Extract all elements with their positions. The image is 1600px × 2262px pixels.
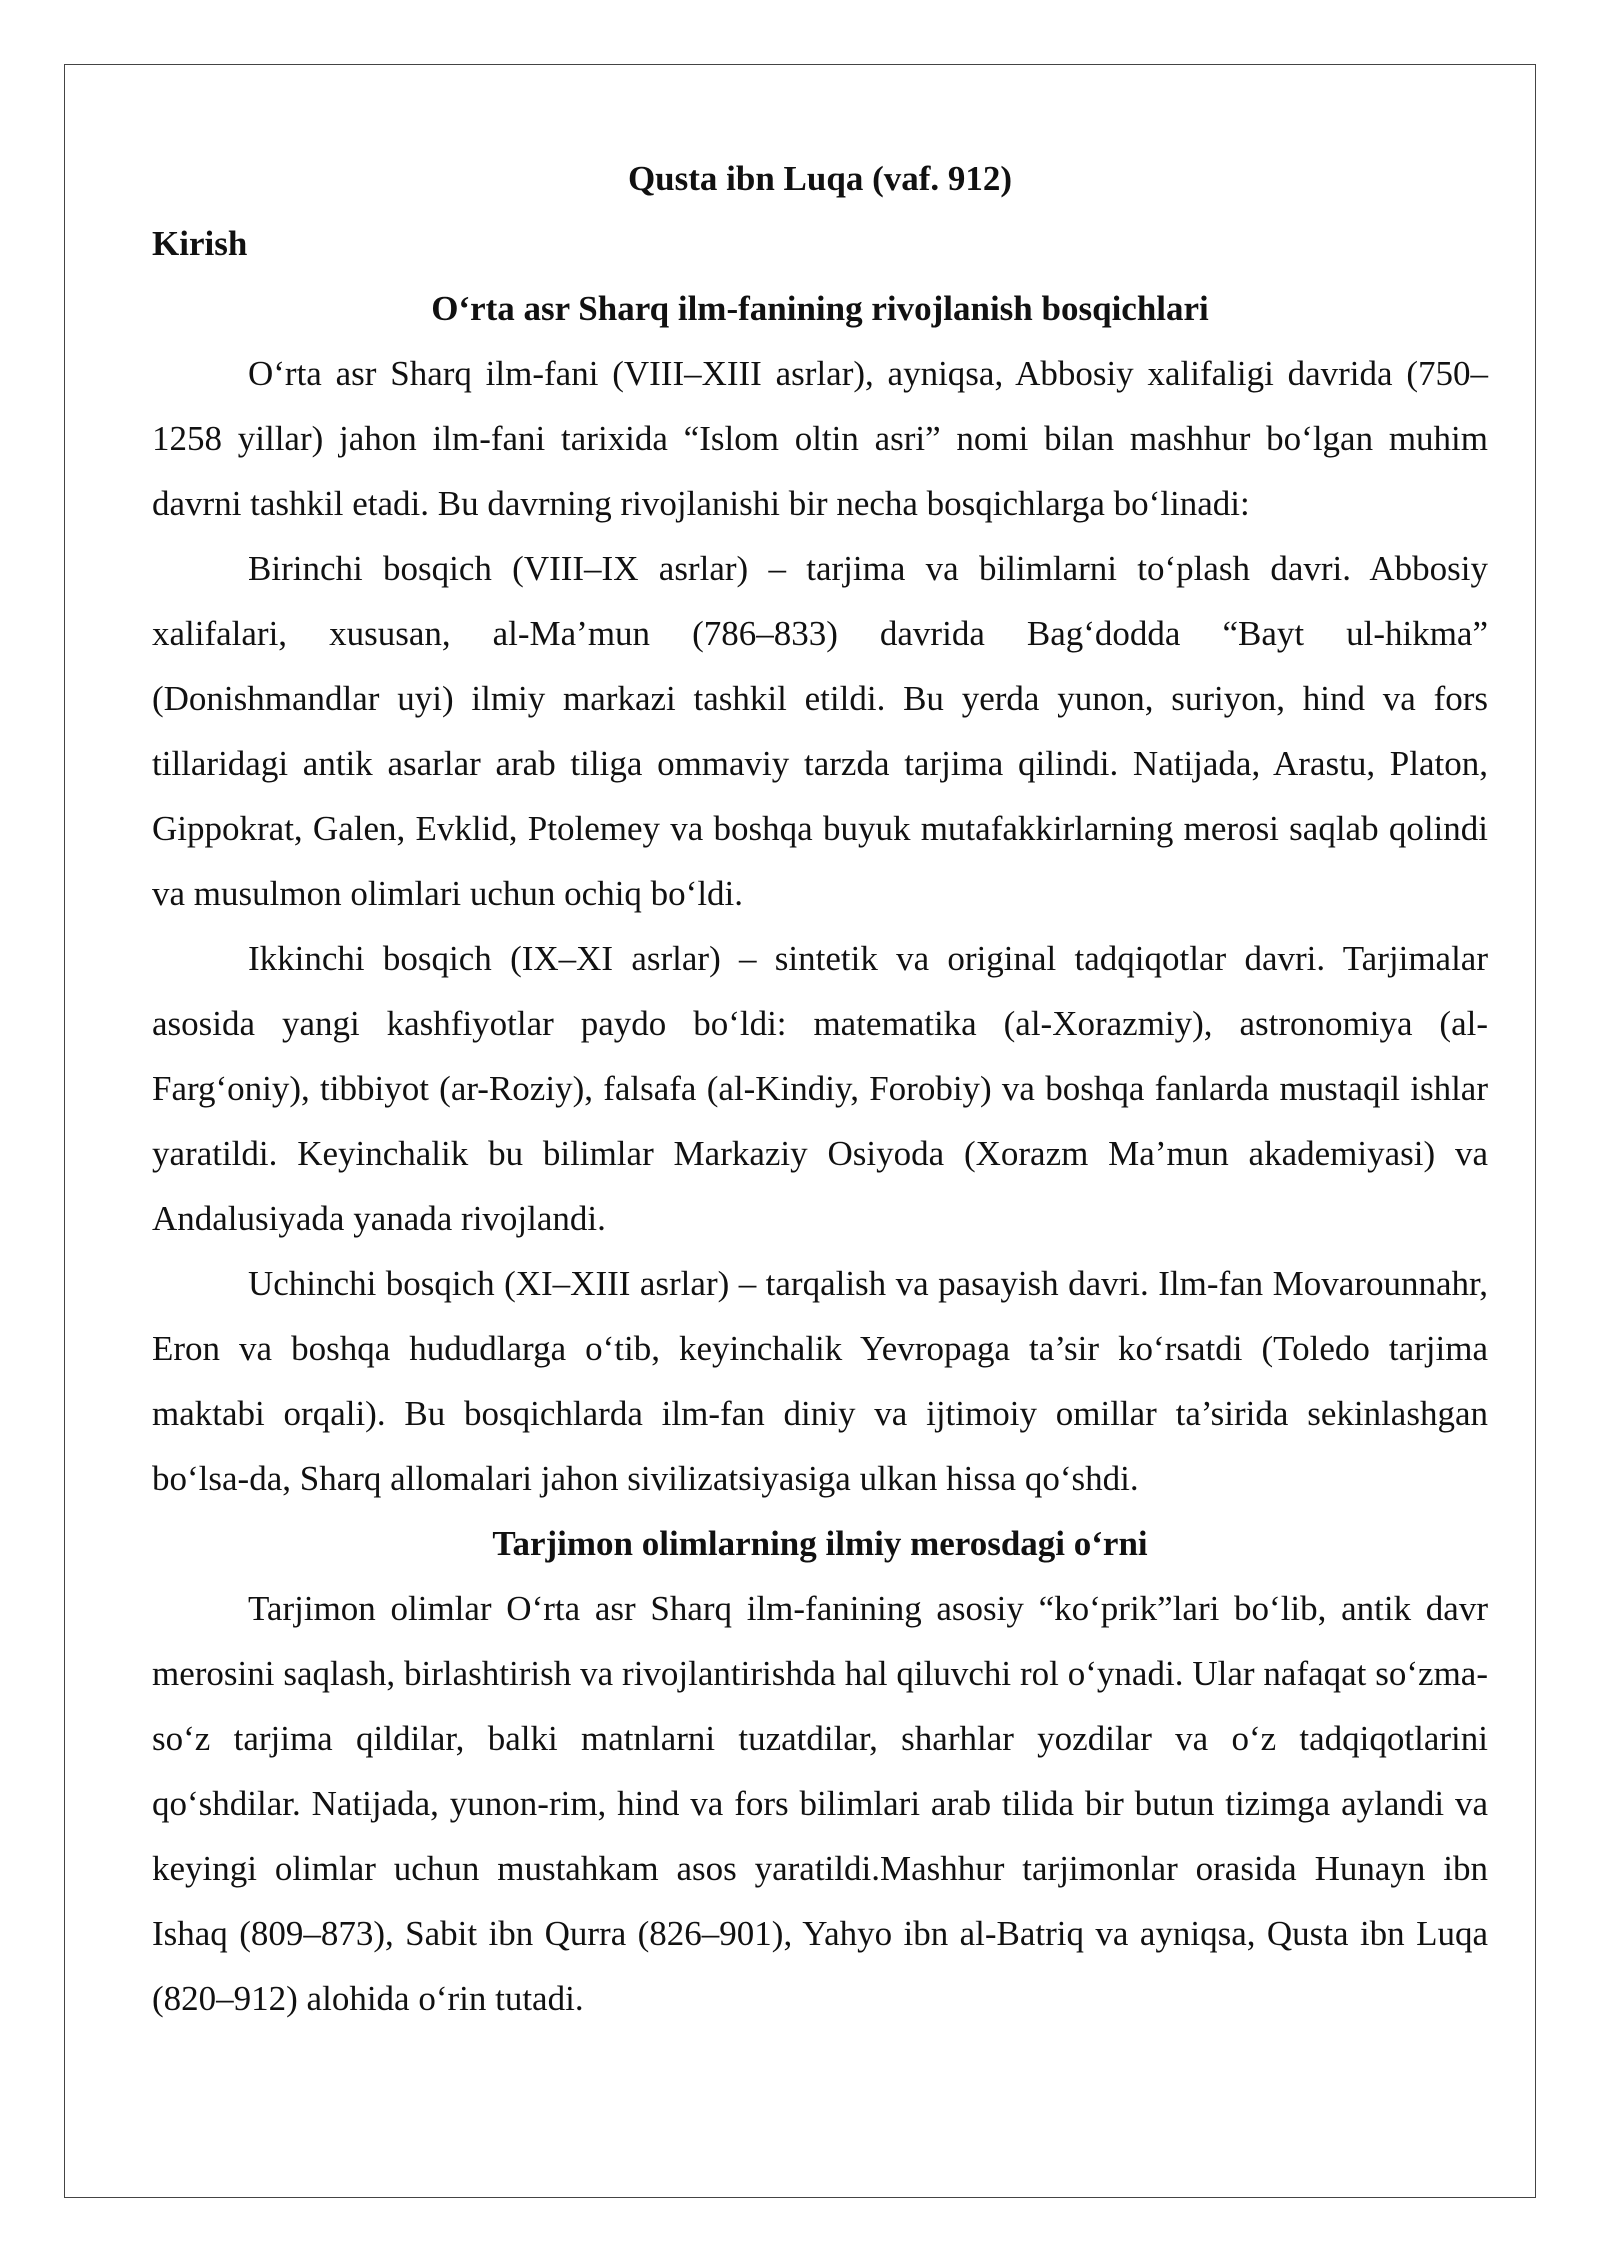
section-heading-translators: Tarjimon olimlarning ilmiy merosdagi o‘rni xyxy=(492,1524,1148,1563)
section-label-introduction: Kirish xyxy=(152,224,248,263)
document-body xyxy=(152,146,1488,2031)
paragraph-stage-one: Birinchi bosqich (VIII–IX asrlar) – tarjima va bilimlarni to‘plash davri. Abbosiy xalifalari, xususan, al-Ma’mun (786–833) davrida Bag‘dodda “Bayt ul-hikma” (Donishmandlar uyi) ilmiy markazi tashkil etildi. Bu yerda yunon, suriyon, hind va fors tillaridagi antik asarlar arab tiliga ommaviy tarzda tarjima qilindi. Natijada, Arastu, Platon, Gippokrat, Galen, Evklid, Ptolemey va boshqa buyuk mutafakkirlarning merosi saqlab qolindi va musulmon olimlari uchun ochiq bo‘ldi. xyxy=(152,549,1488,913)
document-title: Qusta ibn Luqa (vaf. 912) xyxy=(627,159,1013,198)
paragraph-stage-three: Uchinchi bosqich (XI–XIII asrlar) – tarqalish va pasayish davri. Ilm-fan Movarounnahr, Eron va boshqa hududlarga o‘tib, keyinchalik Yevropaga ta’sir ko‘rsatdi (Toledo tarjima maktabi orqali). Bu bosqichlarda ilm-fan diniy va ijtimoiy omillar ta’sirida sekinlashgan bo‘lsa-da, Sharq allomalari jahon sivilizatsiyasiga ulkan hissa qo‘shdi. xyxy=(152,1264,1488,1498)
paragraph-stage-two: Ikkinchi bosqich (IX–XI asrlar) – sintetik va original tadqiqotlar davri. Tarjimalar asosida yangi kashfiyotlar paydo bo‘ldi: matematika (al-Xorazmiy), astronomiya (al-Farg‘oniy), tibbiyot (ar-Roziy), falsafa (al-Kindiy, Forobiy) va boshqa fanlarda mustaqil ishlar yaratildi. Keyinchalik bu bilimlar Markaziy Osiyoda (Xorazm Ma’mun akademiyasi) va Andalusiyada yanada rivojlandi. xyxy=(152,939,1488,1238)
paragraph-intro: O‘rta asr Sharq ilm-fani (VIII–XIII asrlar), ayniqsa, Abbosiy xalifaligi davrida (750–1258 yillar) jahon ilm-fani tarixida “Islom oltin asri” nomi bilan mashhur bo‘lgan muhim davrni tashkil etadi. Bu davrning rivojlanishi bir necha bosqichlarga bo‘linadi: xyxy=(152,354,1488,523)
paragraph-translators: Tarjimon olimlar O‘rta asr Sharq ilm-fanining asosiy “ko‘prik”lari bo‘lib, antik davr merosini saqlash, birlashtirish va rivojlantirishda hal qiluvchi rol o‘ynadi. Ular nafaqat so‘zma-so‘z tarjima qildilar, balki matnlarni tuzatdilar, sharhlar yozdilar va o‘z tadqiqotlarini qo‘shdilar. Natijada, yunon-rim, hind va fors bilimlari arab tilida bir butun tizimga aylandi va keyingi olimlar uchun mustahkam asos yaratildi.Mashhur tarjimonlar orasida Hunayn ibn Ishaq (809–873), Sabit ibn Qurra (826–901), Yahyo ibn al-Batriq va ayniqsa, Qusta ibn Luqa (820–912) alohida o‘rin tutadi. xyxy=(152,1589,1488,2018)
section-heading-stages: O‘rta asr Sharq ilm-fanining rivojlanish bosqichlari xyxy=(431,289,1209,328)
